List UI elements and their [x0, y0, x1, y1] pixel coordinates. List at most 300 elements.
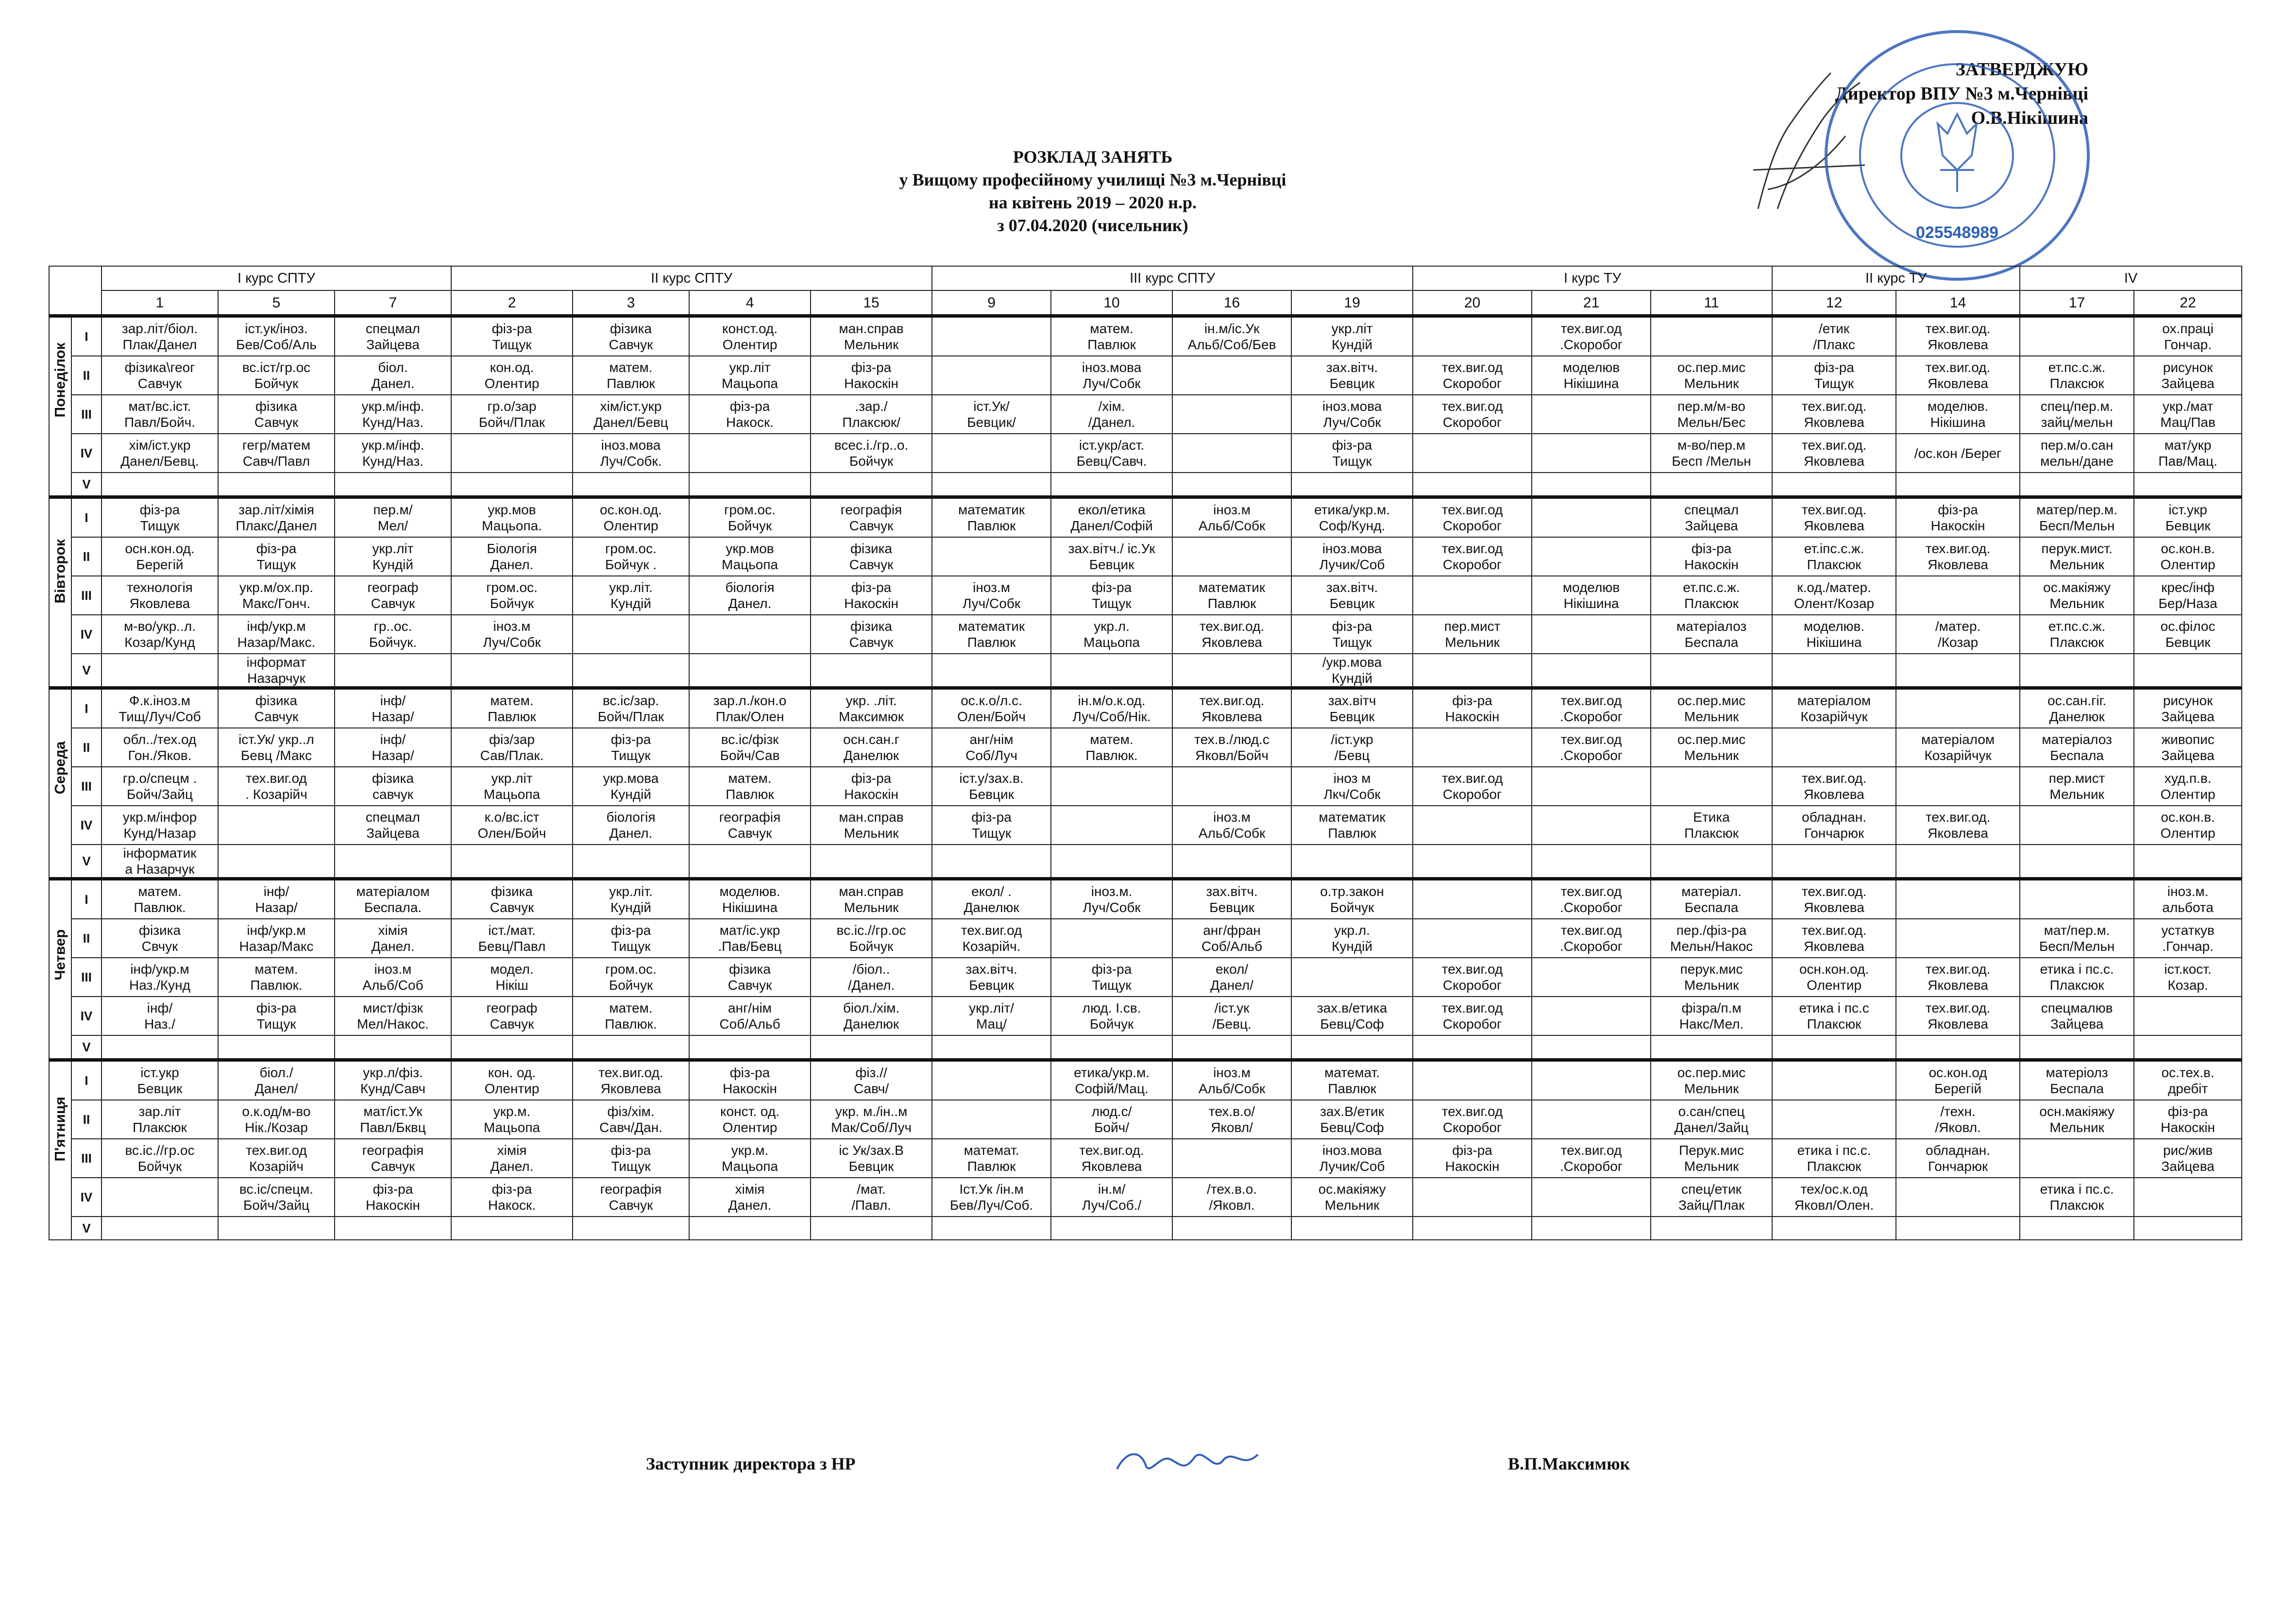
teacher-text: Данелюк — [843, 748, 899, 763]
subject-text: іноз.м — [1213, 1065, 1251, 1080]
subject-text: спецмалюв — [2041, 1000, 2113, 1015]
schedule-cell — [811, 728, 932, 767]
teacher-text: Плаксюк — [1807, 557, 1861, 572]
subject-text: вс.іс/зар. — [602, 693, 660, 708]
teacher-text: Мельник — [2049, 1120, 2104, 1135]
schedule-cell — [932, 845, 1051, 879]
teacher-text: Козарійчук — [1924, 748, 1992, 763]
schedule-cell — [102, 688, 218, 728]
schedule-cell — [1291, 1100, 1413, 1139]
schedule-cell — [335, 688, 451, 728]
teacher-text: Мацьопа — [1083, 635, 1140, 650]
teacher-text: Бевцик — [969, 978, 1014, 993]
schedule-cell — [2134, 958, 2242, 997]
lesson-row — [49, 576, 2242, 615]
schedule-cell — [1172, 1035, 1291, 1060]
schedule-cell — [689, 879, 811, 919]
teacher-text: Козар. — [2167, 978, 2208, 993]
subject-text: /укр.мова — [1322, 655, 1382, 670]
schedule-cell — [573, 497, 689, 538]
teacher-text: Берегій — [136, 557, 184, 572]
teacher-text: Накоск. — [488, 1198, 536, 1213]
schedule-cell — [689, 688, 811, 728]
schedule-cell — [811, 316, 932, 356]
subject-text: тех.виг.од. — [1801, 771, 1867, 786]
teacher-text: Кундій — [1332, 939, 1373, 954]
schedule-cell — [1413, 1035, 1532, 1060]
teacher-text: Бевц/Савч. — [1076, 454, 1147, 469]
subject-text: перук.мис — [1680, 962, 1743, 977]
day-label-cell — [49, 879, 71, 1060]
subject-text: тех.виг.од. — [598, 1065, 663, 1080]
schedule-cell — [1291, 919, 1413, 958]
teacher-text: Нікішина — [1563, 596, 1619, 611]
subject-text: зар.літ/хімія — [238, 502, 314, 517]
teacher-text: Бойчук — [490, 596, 534, 611]
schedule-cell — [1532, 688, 1651, 728]
schedule-cell — [1291, 537, 1413, 576]
schedule-cell — [2020, 615, 2134, 654]
subject-text: математик — [958, 619, 1025, 634]
teacher-text: Савч/ — [854, 1081, 889, 1096]
subject-text: фізика — [728, 962, 771, 977]
subject-text: /іст.укр — [1331, 732, 1373, 747]
subject-text: моделюв. — [1804, 619, 1865, 634]
subject-text: /біол.. — [852, 962, 890, 977]
teacher-text: Нікішина — [722, 900, 778, 915]
subject-text: екол/етика — [1078, 502, 1146, 517]
subject-text: Біологія — [487, 541, 537, 556]
subject-text: тех.виг.од — [1441, 399, 1503, 414]
teacher-text: Зайцева — [1685, 518, 1738, 533]
subject-text: укр.м. — [731, 1143, 769, 1158]
schedule-cell — [1532, 728, 1651, 767]
subject-text: географія — [600, 1182, 662, 1197]
day-name: Четвер — [52, 929, 68, 980]
subject-text: іноз.м. — [1091, 884, 1133, 899]
teacher-text: Луч/Соб./ — [1082, 1198, 1142, 1213]
pair-number: І — [71, 1060, 102, 1100]
schedule-cell — [1532, 316, 1651, 356]
schedule-cell — [1291, 728, 1413, 767]
teacher-text: Бер/Наза — [2158, 596, 2217, 611]
teacher-text: Накоск. — [726, 415, 774, 430]
title-line-2: у Вищому професійному училищі №3 м.Чернівці — [899, 170, 1286, 189]
schedule-cell — [451, 576, 573, 615]
schedule-cell — [1172, 1100, 1291, 1139]
schedule-cell — [1532, 879, 1651, 919]
subject-text: ет.пс.с.ж. — [1683, 580, 1740, 595]
teacher-text: Савчук — [727, 826, 772, 841]
subject-text: фіз-ра — [610, 1143, 651, 1158]
schedule-cell — [1291, 1217, 1413, 1240]
teacher-text: Максимюк — [839, 709, 904, 724]
teacher-text: Кунд/Назар — [123, 826, 196, 841]
teacher-text: Олентир — [2160, 557, 2216, 572]
subject-text: фіз-ра — [256, 1000, 297, 1015]
subject-text: ос.пер.мис — [1677, 732, 1746, 747]
subject-text: кон.од. — [490, 360, 534, 375]
teacher-text: Бевцик — [137, 1081, 183, 1096]
lesson-row — [49, 1178, 2242, 1217]
pair-number: ІІ — [71, 537, 102, 576]
pair-number: І — [71, 688, 102, 728]
teacher-text: .Скоробог — [1560, 748, 1623, 763]
schedule-cell — [1772, 958, 1896, 997]
schedule-cell — [218, 576, 335, 615]
teacher-text: Данел/Бевц — [593, 415, 668, 430]
schedule-cell — [102, 728, 218, 767]
schedule-cell — [811, 1178, 932, 1217]
schedule-cell — [1413, 395, 1532, 434]
teacher-text: Яковлева — [1804, 939, 1864, 954]
pair-number: ІV — [71, 997, 102, 1035]
schedule-cell — [218, 395, 335, 434]
teacher-text: Накоскін — [844, 596, 898, 611]
teacher-text: Бойчук . — [605, 557, 657, 572]
subject-text: гром.ос. — [605, 962, 657, 977]
deputy-title: Заступник директора з НР — [646, 1454, 856, 1473]
schedule-cell — [451, 356, 573, 395]
teacher-text: .Гончар. — [2162, 939, 2214, 954]
schedule-cell — [1051, 728, 1172, 767]
group-number-header: 1 — [102, 290, 218, 316]
subject-text: іст./мат. — [488, 923, 536, 938]
subject-text: ман.справ — [839, 321, 904, 336]
teacher-text: Плаксюк — [1684, 596, 1739, 611]
schedule-cell — [932, 806, 1051, 845]
schedule-cell — [2020, 1100, 2134, 1139]
lesson-row — [49, 997, 2242, 1035]
schedule-cell — [2020, 845, 2134, 879]
teacher-text: Олентир — [603, 518, 659, 533]
teacher-text: Мельник — [1684, 1159, 1739, 1174]
subject-text: фізика\геог — [124, 360, 195, 375]
subject-text: іст.у/зах.в. — [959, 771, 1024, 786]
subject-text: обладнан. — [1926, 1143, 1991, 1158]
subject-text: тех.виг.од — [1441, 1000, 1503, 1015]
subject-text: іноз.м — [493, 619, 531, 634]
subject-text: пер.м/о.сан — [2040, 438, 2114, 453]
subject-text: тех.виг.од — [1560, 884, 1622, 899]
schedule-cell — [1651, 806, 1772, 845]
subject-text: іноз м — [1333, 771, 1371, 786]
schedule-cell — [1051, 997, 1172, 1035]
schedule-cell — [1051, 919, 1172, 958]
subject-text: фіз-ра — [1452, 1143, 1492, 1158]
subject-text: мат/іст.Ук — [363, 1104, 423, 1119]
schedule-cell — [811, 1035, 932, 1060]
subject-text: зар.літ — [138, 1104, 181, 1119]
schedule-cell — [1172, 654, 1291, 688]
group-number-header: 3 — [573, 290, 689, 316]
teacher-text: Савчук — [371, 596, 415, 611]
teacher-text: Бесп/Мельн — [2039, 518, 2115, 533]
subject-text: к.од./матер. — [1797, 580, 1871, 595]
schedule-cell — [218, 1035, 335, 1060]
schedule-cell — [102, 845, 218, 879]
schedule-cell — [1896, 845, 2020, 879]
subject-text: іст.кост. — [2164, 962, 2212, 977]
schedule-cell — [218, 728, 335, 767]
teacher-text: Мацьопа — [483, 1120, 541, 1135]
subject-text: фізика — [609, 321, 652, 336]
schedule-cell — [573, 316, 689, 356]
teacher-text: Мельник — [844, 337, 899, 352]
subject-text: ін.м/о.к.од. — [1078, 693, 1146, 708]
subject-text: іст.укр/аст. — [1079, 438, 1145, 453]
pair-number: V — [71, 1035, 102, 1060]
subject-text: пер./фіз-ра — [1676, 923, 1747, 938]
schedule-cell — [1051, 654, 1172, 688]
schedule-cell — [811, 997, 932, 1035]
schedule-cell — [102, 1100, 218, 1139]
schedule-cell — [451, 1139, 573, 1178]
lesson-row — [49, 958, 2242, 997]
schedule-cell — [811, 473, 932, 497]
schedule-cell — [2134, 395, 2242, 434]
schedule-cell — [1651, 316, 1772, 356]
schedule-cell — [1651, 1139, 1772, 1178]
schedule-cell — [573, 537, 689, 576]
schedule-cell — [1532, 919, 1651, 958]
subject-text: тех.виг.од — [1441, 502, 1503, 517]
subject-text: матеріалоз — [1676, 619, 1747, 634]
subject-text: о.к.од/м-во — [242, 1104, 311, 1119]
subject-text: зах.вітч — [1328, 693, 1376, 708]
teacher-text: Накоскін — [844, 376, 898, 391]
schedule-cell — [1651, 356, 1772, 395]
schedule-cell — [1291, 395, 1413, 434]
schedule-cell — [1772, 1217, 1896, 1240]
teacher-text: Альб/Собк — [1198, 1081, 1266, 1096]
schedule-cell — [1413, 497, 1532, 538]
subject-text: мат/укр — [2164, 438, 2212, 453]
subject-text: спецмал — [366, 321, 420, 336]
schedule-cell — [102, 654, 218, 688]
teacher-text: Мельник — [1324, 1198, 1380, 1213]
teacher-text: Кундій — [1332, 671, 1373, 686]
schedule-cell — [335, 395, 451, 434]
schedule-cell — [689, 497, 811, 538]
subject-text: моделюв. — [719, 884, 780, 899]
teacher-text: Мельник — [1445, 635, 1500, 650]
schedule-cell — [218, 919, 335, 958]
teacher-text: Бойчук — [849, 939, 894, 954]
schedule-title — [534, 146, 1651, 237]
schedule-cell — [811, 958, 932, 997]
schedule-cell — [1772, 576, 1896, 615]
schedule-cell — [573, 997, 689, 1035]
group-number-header: 16 — [1172, 290, 1291, 316]
teacher-text: Мельник — [2049, 557, 2104, 572]
schedule-cell — [689, 1100, 811, 1139]
schedule-cell — [335, 537, 451, 576]
teacher-text: /Данел. — [1088, 415, 1135, 430]
subject-text: тех.виг.од — [1560, 1143, 1622, 1158]
schedule-cell — [335, 845, 451, 879]
teacher-text: Макс/Гонч. — [242, 596, 311, 611]
schedule-cell — [1896, 688, 2020, 728]
teacher-text: Бойч/Зайц — [243, 1198, 310, 1213]
schedule-cell — [1772, 767, 1896, 806]
teacher-text: Яковлева — [1928, 337, 1988, 352]
lesson-row — [49, 845, 2242, 879]
schedule-cell — [932, 434, 1051, 473]
teacher-text: Данел/ — [1210, 978, 1253, 993]
teacher-text: Нік./Козар — [245, 1120, 308, 1135]
teacher-text: Бевцик — [848, 1159, 894, 1174]
teacher-text: Бойч/Плак — [478, 415, 545, 430]
schedule-cell — [932, 1139, 1051, 1178]
schedule-cell — [689, 576, 811, 615]
schedule-cell — [1172, 997, 1291, 1035]
schedule-cell — [932, 767, 1051, 806]
schedule-cell — [2134, 615, 2242, 654]
teacher-text: Скоробог — [1442, 415, 1502, 430]
schedule-cell — [1651, 845, 1772, 879]
schedule-cell — [573, 767, 689, 806]
teacher-text: Назарчук — [247, 671, 305, 686]
teacher-text: Мельник — [1684, 978, 1739, 993]
teacher-text: Тищук — [1092, 978, 1132, 993]
schedule-cell — [811, 919, 932, 958]
teacher-text: Савчук — [490, 900, 534, 915]
subject-text: люд.с/ — [1091, 1104, 1132, 1119]
subject-text: матеріолз — [2046, 1065, 2108, 1080]
teacher-text: Плаксюк — [1807, 1159, 1861, 1174]
schedule-cell — [811, 767, 932, 806]
subject-text: ос.тех.в. — [2161, 1065, 2215, 1080]
teacher-text: Луч/Собк — [1083, 376, 1141, 391]
group-number-header: 11 — [1651, 290, 1772, 316]
pair-number: ІV — [71, 434, 102, 473]
lesson-row — [49, 919, 2242, 958]
schedule-cell — [1651, 997, 1772, 1035]
schedule-cell — [1172, 1139, 1291, 1178]
schedule-cell — [1532, 434, 1651, 473]
schedule-cell — [2134, 806, 2242, 845]
schedule-cell — [335, 728, 451, 767]
teacher-text: Данел/Софій — [1070, 518, 1153, 533]
subject-text: тех.виг.од — [961, 923, 1022, 938]
day-label-cell — [49, 1060, 71, 1240]
schedule-cell — [689, 356, 811, 395]
subject-text: екол/ — [1215, 962, 1249, 977]
schedule-cell — [1772, 316, 1896, 356]
schedule-cell — [1291, 879, 1413, 919]
schedule-cell — [1772, 615, 1896, 654]
subject-text: мат/іс.укр — [719, 923, 780, 938]
subject-text: матем. — [490, 693, 534, 708]
subject-text: тех.виг.од. — [1801, 923, 1867, 938]
subject-text: матеріалом — [1921, 732, 1995, 747]
schedule-cell — [1291, 615, 1413, 654]
schedule-cell — [1651, 537, 1772, 576]
teacher-text: Тищук — [492, 337, 532, 352]
teacher-text: Бевцик — [1329, 709, 1375, 724]
teacher-text: Данел. — [371, 376, 415, 391]
schedule-cell — [1772, 1060, 1896, 1100]
schedule-cell — [1896, 767, 2020, 806]
subject-text: тех.виг.од. — [1801, 438, 1867, 453]
subject-text: вс.іст/гр.ос — [242, 360, 311, 375]
schedule-cell — [1291, 1139, 1413, 1178]
subject-text: кон. од. — [488, 1065, 536, 1080]
subject-text: фіз-ра — [491, 321, 532, 336]
teacher-text: Скоробог — [1442, 1120, 1502, 1135]
subject-text: ос.кон.в. — [2161, 541, 2215, 556]
teacher-text: Плак/Олен — [715, 709, 784, 724]
subject-text: фізика — [372, 771, 414, 786]
teacher-text: Бевц /Макс — [240, 748, 312, 763]
group-number-header: 12 — [1772, 290, 1896, 316]
subject-text: географ — [367, 580, 419, 595]
schedule-cell — [1413, 576, 1532, 615]
schedule-cell — [451, 845, 573, 879]
subject-text: зах.вітч. — [1326, 360, 1378, 375]
schedule-cell — [218, 879, 335, 919]
subject-text: фіз-ра — [372, 1182, 413, 1197]
title-line-4: з 07.04.2020 (чисельник) — [997, 216, 1188, 235]
teacher-text: Яковлева — [1928, 557, 1988, 572]
schedule-cell — [1172, 806, 1291, 845]
schedule-cell — [335, 997, 451, 1035]
schedule-cell — [1651, 497, 1772, 538]
subject-text: інф/ — [380, 732, 406, 747]
schedule-cell — [1172, 576, 1291, 615]
teacher-text: Плаксюк — [2049, 376, 2104, 391]
pair-number: І — [71, 316, 102, 356]
schedule-cell — [1051, 537, 1172, 576]
schedule-cell — [689, 654, 811, 688]
subject-text: математик — [1198, 580, 1266, 595]
subject-text: фіз/хім. — [607, 1104, 655, 1119]
schedule-cell — [1051, 1100, 1172, 1139]
schedule-cell — [2134, 1178, 2242, 1217]
schedule-cell — [1896, 537, 2020, 576]
subject-text: ос.кон.в. — [2161, 810, 2215, 825]
schedule-cell — [689, 615, 811, 654]
stamp-code: 025548989 — [1915, 223, 1999, 242]
teacher-text: Данел. — [609, 826, 653, 841]
schedule-cell — [1413, 767, 1532, 806]
schedule-cell — [2020, 434, 2134, 473]
teacher-text: Олентир — [2160, 787, 2216, 802]
teacher-text: Бойчук — [849, 454, 894, 469]
subject-text: іноз.мова — [1322, 1143, 1382, 1158]
subject-text: іноз.м — [1213, 502, 1251, 517]
subject-text: /техн. — [1940, 1104, 1976, 1119]
course-header: І курс ТУ — [1413, 266, 1772, 290]
teacher-text: Яковлева — [1804, 415, 1864, 430]
teacher-text: Яковл/Бойч — [1195, 748, 1269, 763]
schedule-cell — [1651, 1178, 1772, 1217]
subject-text: живопис — [2161, 732, 2215, 747]
schedule-cell — [2020, 1139, 2134, 1178]
subject-text: зар.літ/біол. — [121, 321, 198, 336]
subject-text: крес/інф — [2161, 580, 2215, 595]
teacher-text: Зайцева — [2050, 1016, 2104, 1032]
schedule-cell — [573, 879, 689, 919]
lesson-row — [49, 1035, 2242, 1060]
teacher-text: Плаксюк — [2049, 1198, 2104, 1213]
schedule-cell — [1291, 958, 1413, 997]
schedule-cell — [2134, 767, 2242, 806]
teacher-text: Кундій — [372, 557, 413, 572]
lesson-row — [49, 316, 2242, 356]
subject-text: тех.виг.од — [1441, 541, 1503, 556]
